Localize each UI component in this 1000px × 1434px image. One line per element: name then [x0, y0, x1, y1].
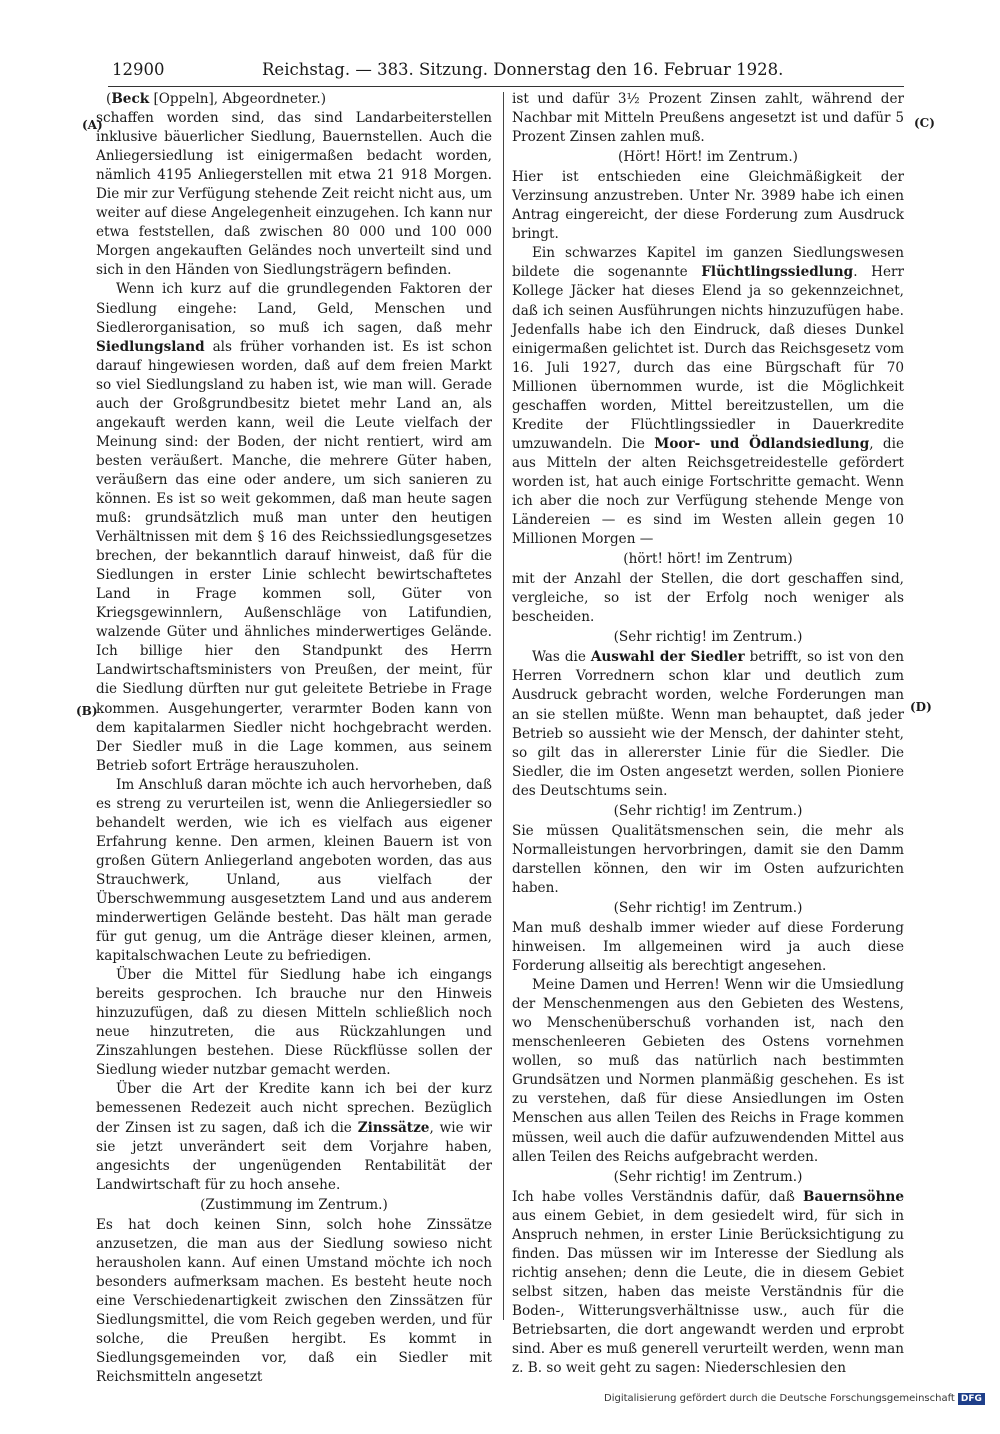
paragraph: Ein schwarzes Kapitel im ganzen Siedlungswesen bildete die sogenannte Flüchtlingssiedlung. Herr Kollege Jäcker hat dieses Elend ja so gekennzeichnet, daß ich seinen Ausführungen nichts hinzuzufügen habe. Jedenfalls habe ich den Eindruck, daß dieses Dunkel einigermaßen gelichtet ist. Durch das Reichsgesetz vom 16. Juli 1927, durch das eine Bürgschaft für 70 Millionen übernommen wurde, ist die Möglichkeit geschaffen worden, Mittel bereitzustellen, um die Kredite der Flüchtlingssiedler in Dauerkredite umzuwandeln. Die Moor- und Ödlandsiedlung, die aus Mitteln der alten Reichsgetreidestelle gefördert worden ist, hat auch einige Fortschritte gemacht. Wenn ich aber die noch zur Verfügung stehende Menge von Ländereien — es sind im Westen allein gegen 10 Millionen Morgen — — [512, 245, 904, 548]
paragraph: Man muß deshalb immer wieder auf diese Forderung hinweisen. Im allgemeinen wird ja auch diese Forderung allseitig als berechtigt angesehen. — [512, 920, 904, 975]
speaker-name: Beck — [111, 91, 150, 107]
interjection: (Sehr richtig! im Zentrum.) — [613, 1168, 803, 1185]
header-rule — [108, 86, 904, 87]
page-header — [112, 60, 902, 84]
interjection: (Hört! Hört! im Zentrum.) — [618, 149, 798, 166]
right-column — [512, 90, 904, 1378]
interjection: (Sehr richtig! im Zentrum.) — [613, 629, 803, 646]
paragraph: Sie müssen Qualitätsmenschen sein, die mehr als Normalleistungen hervorbringen, damit sie den Damm darstellen können, den wir im Osten aufzurichten haben. — [512, 822, 904, 896]
emphasis: Zinssätze — [357, 1119, 430, 1136]
emphasis: Siedlungsland — [96, 338, 205, 355]
emphasis: Auswahl der Siedler — [590, 649, 745, 666]
speaker-line: (Beck [Oppeln], Abgeordneter.) — [106, 91, 327, 107]
paragraph: Meine Damen und Herren! Wenn wir die Umsiedlung der Menschenmengen aus den Gebieten des Westens, wo Menschenüberschuß vorhanden ist, nach den menschenleeren Gebieten des Ostens vornehmen wollen, so muß das natürlich nach bestimmten Grundsätzen und Normen planmäßig geschehen. Es ist zu verstehen, daß für diese Ansiedlungen im Osten Menschen aus allen Teilen des Reichs in Frage kommen müssen, weil auch die dafür aufzuwendenden Mittel aus allen Teilen des Reichs aufgebracht werden. — [512, 977, 904, 1165]
paragraph: Im Anschluß daran möchte ich auch hervorheben, daß es streng zu verurteilen ist, wenn die Anliegersiedler so behandelt werden, wie ich es vielfach aus eigener Erfahrung kenne. Den armen, kleinen Bauern ist von großen Gütern Anliegerland angeboten worden, das aus Strauchwerk, Unland, aus vielfach der Überschwemmung ausgesetztem Land und aus anderem minderwertigen Gelände besteht. Das hält man gerade für gut genug, um die Anträge dieser kleinen, armen, kapitalschwachen Leute zu befriedigen. — [96, 776, 492, 965]
paragraph: ist und dafür 3½ Prozent Zinsen zahlt, während der Nachbar mit Mitteln Preußens angesetzt ist und dafür 5 Prozent Zinsen zahlen muß. — [512, 91, 904, 146]
paragraph: Es hat doch keinen Sinn, solch hohe Zinssätze anzusetzen, die man aus der Siedlung sowieso nicht herausholen kann. Auf einen Umstand möchte ich noch besonders aufmerksam machen. Es besteht heute noch eine Verschiedenartigkeit zwischen den Zinssätzen für Siedlungsmittel, die vom Reich gegeben werden, und für solche, die Preußen hergibt. Es kommt in Siedlungsgemeinden vor, daß ein Siedler mit Reichsmitteln angesetzt — [96, 1216, 492, 1386]
margin-mark-a: (A) — [82, 118, 103, 132]
interjection: (hört! hört! im Zentrum) — [623, 551, 793, 568]
column-divider — [503, 92, 504, 1320]
margin-mark-b: (B) — [76, 704, 98, 718]
emphasis: Flüchtlingssiedlung — [701, 264, 854, 281]
paragraph: Über die Mittel für Siedlung habe ich eingangs bereits gesprochen. Ich brauche nur den Hinweis hinzuzufügen, daß zu diesen Mitteln schließlich noch neue hinzutreten, die aus Rückzahlungen und Zinszahlungen bestehen. Diese Rückflüsse sollen der Siedlung wieder nutzbar gemacht werden. — [96, 967, 492, 1079]
emphasis: Bauernsöhne — [802, 1188, 904, 1205]
paragraph: Ich habe volles Verständnis dafür, daß Bauernsöhne aus einem Gebiet, in dem gesiedelt wird, für sich in Anspruch nehmen, in erster Linie Berücksichtigung zu finden. Das müssen wir im Interesse der Siedlung als richtig ansehen; denn die Leute, die in diesem Gebiet selbst sitzen, haben das meiste Verständnis für die Boden-, Witterungsverhältnisse usw., auch für die Betriebsarten, die dort angewandt werden und erprobt sind. Aber es muß generell verurteilt werden, wenn man z. B. so weit geht zu sagen: Niederschlesien den — [512, 1188, 904, 1377]
interjection: (Sehr richtig! im Zentrum.) — [613, 899, 803, 916]
interjection: (Zustimmung im Zentrum.) — [200, 1196, 388, 1213]
paragraph: Über die Art der Kredite kann ich bei der kurz bemessenen Redezeit auch nicht sprechen. Bezüglich der Zinsen ist zu sagen, daß ich die Zinssätze, wie wir sie jetzt unverändert seit dem Vorjahre haben, angesichts der ungenügenden Rentabilität der Landwirtschaft für zu hoch ansehe. — [96, 1081, 492, 1193]
paragraph: schaffen worden sind, das sind Landarbeiterstellen inklusive bäuerlicher Siedlung, Bauernstellen. Auch die Anliegersiedlung ist einigermaßen bedacht worden, nämlich 4195 Anliegerstellen mit etwa 21 918 Morgen. Die mir zur Verfügung stehende Zeit reicht nicht aus, um weiter auf diese Angelegenheit einzugehen. Ich kann nur etwa feststellen, daß zwischen 80 000 und 100 000 Morgen angekauften Geländes noch unverteilt sind und sich in den Händen von Siedlungsträgern befinden. — [96, 110, 492, 279]
page-number: 12900 — [112, 60, 165, 79]
paragraph: Was die Auswahl der Siedler betrifft, so ist von den Herren Vorrednern schon klar und deutlich zum Ausdruck gebracht worden, welche Forderungen man an sie stellen müßte. Wenn man behauptet, daß jeder Betrieb so aussieht wie der Mensch, der dahinter steht, so gilt das in allererster Linie für die Siedler. Die Siedler, die im Osten angesetzt werden, sollen Pioniere des Deutschtums sein. — [512, 649, 904, 799]
paragraph: Hier ist entschieden eine Gleichmäßigkeit der Verzinsung anzustreben. Unter Nr. 3989 habe ich einen Antrag eingereicht, der diese Forderung zum Ausdruck bringt. — [512, 169, 904, 243]
margin-mark-c: (C) — [914, 116, 935, 130]
emphasis: Moor- und Ödlandsiedlung — [654, 435, 870, 452]
digitization-credit: Digitalisierung gefördert durch die Deutsche Forschungsgemeinschaft DFG — [604, 1393, 985, 1405]
left-column — [96, 90, 492, 1387]
interjection: (Sehr richtig! im Zentrum.) — [613, 802, 803, 819]
page-title: Reichstag. — 383. Sitzung. Donnerstag den 16. Februar 1928. — [262, 60, 784, 79]
paragraph: mit der Anzahl der Stellen, die dort geschaffen sind, vergleiche, so ist der Erfolg noch weniger als bescheiden. — [512, 571, 904, 626]
paragraph: Wenn ich kurz auf die grundlegenden Faktoren der Siedlung eingehe: Land, Geld, Menschen und Siedlerorganisation, so muß ich sagen, daß mehr Siedlungsland als früher vorhanden ist. Es ist schon darauf hingewiesen worden, daß auf dem freien Markt so viel Siedlungsland zu haben ist, wie man will. Gerade auch der Großgrundbesitz bietet mehr Land an, als angekauft werden kann, weil die Leute vielfach der Meinung sind: der Boden, der nicht rentiert, wird am besten veräußert. Manche, die mehrere Güter haben, veräußern das eine oder andere, um sich sanieren zu können. Es ist so weit gekommen, daß man heute sagen muß: grundsätzlich muß man unter den heutigen Verhältnissen mit dem § 16 des Reichssiedlungsgesetzes brechen, der bekanntlich darauf hinweist, daß für die Siedlungen in erster Linie schlecht bewirtschaftetes Land in Frage kommen soll, Güter von Kriegsgewinnlern, Außenschläge von Latifundien, walzende Güter und ähnliches minderwertiges Gelände. Ich billige hier den Standpunkt des Herrn Landwirtschaftsministers von Preußen, der meint, für die Siedlung dürften nur gut geleitete Betriebe in Frage kommen. Ausgehungerter, verarmter Boden kann von dem kapitalarmen Siedler nicht hochgebracht werden. Der Siedler muß in die Lage kommen, aus seinem Betrieb sofort Erträge herauszuholen. — [96, 281, 492, 774]
margin-mark-d: (D) — [910, 700, 932, 714]
dfg-logo: DFG — [958, 1393, 985, 1405]
